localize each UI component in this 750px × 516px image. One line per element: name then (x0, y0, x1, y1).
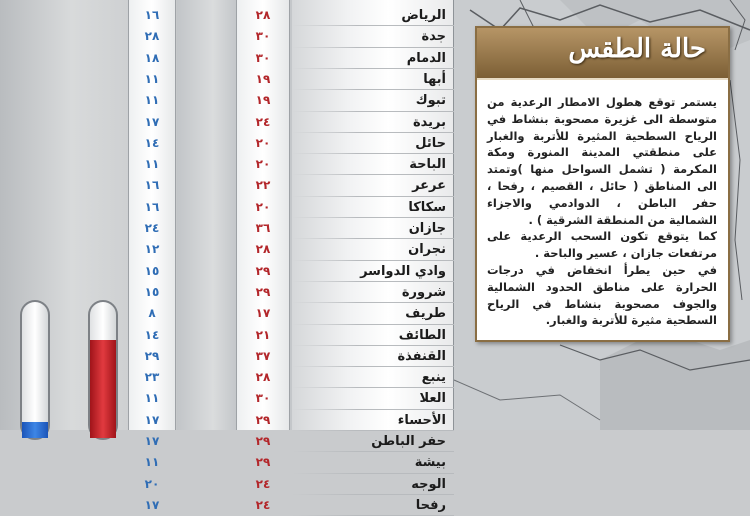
min-temp: ١٦ (144, 8, 160, 22)
min-temp: ١١ (144, 71, 160, 86)
max-temp: ٢١ (255, 327, 271, 342)
city-name: الوجه (411, 476, 446, 492)
city-name: رفحا (415, 497, 446, 513)
max-temp: ١٩ (255, 71, 271, 86)
max-temp: ٢٩ (255, 412, 271, 427)
max-temp: ٢٨ (255, 242, 271, 257)
city-name: نجران (408, 242, 446, 258)
max-temp: ٢٨ (255, 8, 271, 22)
min-temp: ١٦ (144, 178, 160, 193)
max-temp: ١٧ (255, 306, 271, 321)
panel-header (477, 28, 728, 80)
min-temp: ٢٣ (144, 370, 160, 385)
max-temp: ٢٩ (255, 455, 271, 470)
min-temp: ٨ (148, 306, 156, 321)
max-temp: ٢٩ (255, 284, 271, 299)
max-temp: ٣٦ (255, 221, 271, 235)
min-temp: ٢٨ (144, 29, 160, 44)
max-temp: ٣٧ (255, 348, 271, 363)
min-temp: ١١ (144, 93, 160, 108)
city-name: الأحساء (397, 412, 446, 428)
min-temp: ١٧ (144, 114, 160, 129)
city-name: العلا (419, 391, 446, 407)
max-temp: ٣٠ (255, 391, 271, 406)
panel-paragraph: في حين يطرأ انخفاض في درجات الحرارة على مناطق الحدود الشمالية والجوف مصحوبة بنشاط في الرياح السطحية مثيرة للأتربة والغبار. (487, 262, 717, 328)
city-name: طريف (405, 306, 446, 322)
min-temp: ٢٠ (144, 476, 160, 491)
max-temp: ١٩ (255, 93, 271, 108)
min-temp: ١٤ (144, 327, 160, 342)
min-temp: ١٧ (144, 434, 160, 448)
table-row (0, 388, 750, 409)
city-name: القنفذة (397, 348, 446, 364)
city-name: ينبع (421, 370, 446, 386)
city-name: تبوك (415, 93, 446, 109)
max-temp: ٢٠ (255, 135, 271, 150)
table-row (0, 410, 750, 431)
table-row (0, 474, 750, 495)
max-temp: ٢٤ (255, 114, 271, 129)
table-row (0, 452, 750, 473)
min-temp: ١٦ (144, 199, 160, 214)
city-name: أبها (423, 71, 446, 87)
max-temp: ٢٠ (255, 199, 271, 214)
min-temp: ٢٩ (144, 348, 160, 363)
city-name: جازان (408, 221, 446, 236)
city-name: الدمام (406, 50, 446, 66)
city-name: حائل (415, 135, 446, 151)
min-temp: ١١ (144, 391, 160, 406)
table-row (0, 5, 750, 26)
city-name: بيشة (414, 455, 446, 471)
city-name: شرورة (401, 284, 446, 300)
max-temp: ٢٤ (255, 476, 271, 491)
city-name: الرياض (401, 8, 446, 23)
city-name: سكاكا (408, 199, 446, 215)
max-temp: ٢٨ (255, 370, 271, 385)
min-temp: ١٧ (144, 412, 160, 427)
max-temp: ٣٠ (255, 50, 271, 65)
min-temp: ١٢ (144, 242, 160, 257)
table-row (0, 495, 750, 516)
table-row (0, 367, 750, 388)
min-temp: ١١ (144, 157, 160, 172)
max-temp: ٢٤ (255, 497, 271, 512)
min-temp: ١١ (144, 455, 160, 470)
city-name: وادي الدواسر (360, 263, 446, 279)
city-name: بريدة (412, 114, 446, 130)
city-name: جدة (421, 29, 446, 45)
panel-paragraph: يستمر توقع هطول الامطار الرعدية من متوسطة الى غزيرة مصحوبة بنشاط في الرياح السطحية المثيرة للأتربة والغبار على منطقتي المدينة المنورة ومكة المكرمة ( تشمل السواحل منها )وتمتد الى المناطق ( حائل ، القصيم ، رفحا ، حفر الباطن ، الدوادمي والاجزاء الشمالية من المنطقة الشرقية ) . (487, 95, 717, 227)
city-name: الطائف (398, 327, 446, 343)
max-temp: ٢٠ (255, 157, 271, 172)
min-temp: ٢٤ (144, 221, 160, 235)
max-temp: ٢٩ (255, 434, 271, 448)
max-temp: ٢٩ (255, 263, 271, 278)
max-temp: ٢٢ (255, 178, 271, 193)
min-temp: ١٤ (144, 135, 160, 150)
min-temp: ١٥ (144, 284, 160, 299)
min-temp: ١٨ (144, 50, 160, 65)
panel-title: حالة الطقس (568, 34, 706, 64)
weather-status-panel (475, 26, 730, 342)
table-row (0, 431, 750, 452)
panel-body (487, 94, 717, 329)
city-name: الباحة (409, 157, 446, 173)
min-temp: ١٥ (144, 263, 160, 278)
min-temp: ١٧ (144, 497, 160, 512)
city-name: حفر الباطن (371, 434, 446, 449)
panel-paragraph: كما يتوقع تكون السحب الرعدية على مرتفعات جازان ، عسير والباحة . (487, 229, 717, 261)
city-name: عرعر (412, 178, 446, 194)
table-row (0, 346, 750, 367)
max-temp: ٣٠ (255, 29, 271, 44)
